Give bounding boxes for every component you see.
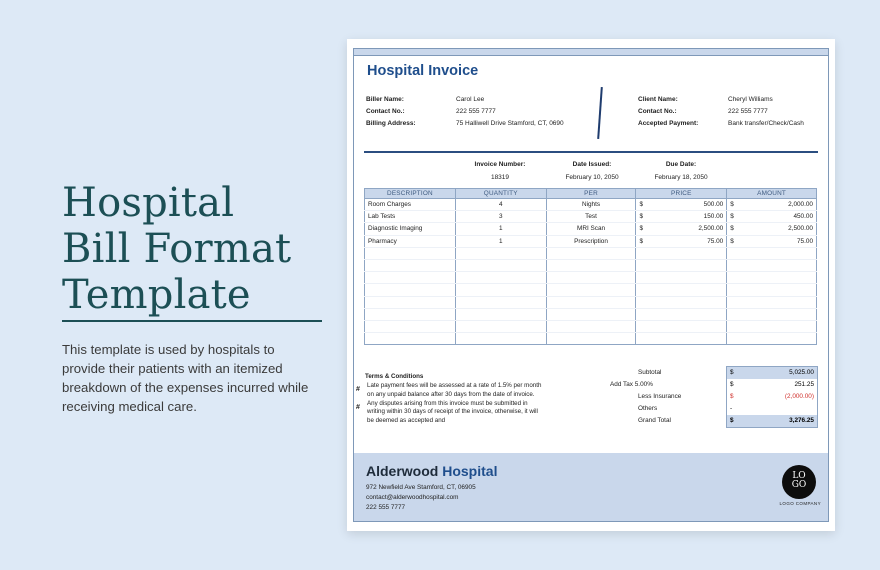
item-description: Room Charges <box>365 199 456 211</box>
hash-icon: # <box>356 403 360 411</box>
promo-description: This template is used by hospitals to provide their patients with an itemized breakdown of the expenses incurred while receiving medical care. <box>62 342 309 414</box>
empty-row <box>365 320 817 332</box>
item-amount <box>727 235 817 247</box>
item-per: Test <box>546 211 636 223</box>
currency-symbol: $ <box>730 201 734 209</box>
term-1-text: Late payment fees will be assessed at a rate of 1.5% per month on any unpaid balance after 30 days from the date of invoice. <box>367 382 542 398</box>
tax-value: 251.25 <box>794 381 814 388</box>
hash-icon: # <box>356 386 360 393</box>
biller-name-label: Biller Name: <box>366 95 404 103</box>
item-quantity: 1 <box>455 235 546 247</box>
item-description: Lab Tests <box>365 211 456 223</box>
summary-labels-col-2 <box>638 391 681 427</box>
top-band <box>354 49 828 56</box>
promo-title <box>62 180 322 322</box>
item-quantity: 3 <box>455 211 546 223</box>
subtotal-row <box>727 367 817 379</box>
table-row <box>365 211 817 223</box>
hospital-name-part-1: Alderwood <box>366 463 439 479</box>
item-price <box>636 223 727 235</box>
biller-contact: 222 555 7777 <box>456 107 496 115</box>
summary-labels-col <box>638 367 661 379</box>
insurance-value: (2,000.00) <box>784 393 814 400</box>
invoice-number: 18319 <box>490 174 510 181</box>
item-amount <box>727 223 817 235</box>
hospital-name <box>366 463 497 479</box>
invoice-title: Hospital Invoice <box>367 63 479 79</box>
col-per: PER <box>546 189 636 199</box>
currency-symbol: $ <box>639 225 643 233</box>
item-quantity: 1 <box>455 223 546 235</box>
currency-symbol: $ <box>730 213 734 221</box>
item-per: Prescription <box>546 235 636 247</box>
amount-value: 450.00 <box>793 213 813 221</box>
grand-total-label: Grand Total <box>638 417 671 424</box>
subtotal-label: Subtotal <box>638 369 662 376</box>
price-value: 500.00 <box>703 201 724 209</box>
item-price <box>636 235 727 247</box>
hospital-phone: 222 555 7777 <box>366 504 406 511</box>
table-row <box>365 235 817 247</box>
item-per: MRI Scan <box>546 223 636 235</box>
accepted-payment-label: Accepted Payment: <box>638 119 699 127</box>
item-amount <box>727 211 817 223</box>
hospital-contact <box>366 483 476 513</box>
biller-name: Carol Lee <box>456 95 485 103</box>
item-description: Pharmacy <box>365 235 456 247</box>
currency-symbol: $ <box>730 381 734 388</box>
empty-row <box>365 308 817 320</box>
price-value: 2,500.00 <box>698 225 724 233</box>
others-value: - <box>730 405 733 412</box>
item-price <box>636 211 727 223</box>
insurance-row <box>727 391 817 403</box>
grand-total-value: 3,276.25 <box>789 417 814 424</box>
date-issued-block <box>552 161 632 183</box>
client-info <box>638 93 804 129</box>
tax-row <box>727 379 817 391</box>
others-label: Others <box>638 405 658 412</box>
item-price <box>636 199 727 211</box>
empty-row <box>365 296 817 308</box>
col-price: PRICE <box>636 189 727 199</box>
currency-symbol: $ <box>730 237 734 245</box>
amount-value: 2,500.00 <box>788 225 813 233</box>
hospital-address: 972 Newfield Ave Stamford, CT, 06905 <box>366 484 476 491</box>
grand-total-row <box>727 415 817 427</box>
logo-line-2: GO <box>791 480 807 490</box>
invoice-footer <box>354 453 828 521</box>
items-header-row <box>365 189 817 199</box>
price-value: 75.00 <box>707 237 724 245</box>
billing-address: 75 Halliwell Drive Stamford, CT, 0690 <box>456 119 564 127</box>
item-description: Diagnostic Imaging <box>365 223 456 235</box>
summary-box <box>726 366 818 428</box>
client-contact-label: Contact No.: <box>638 107 677 115</box>
term-2-text: Any disputes arising from this invoice must be submitted in writing within 30 days of receipt of the invoice, otherwise, it will be deemed as accepted and <box>367 399 538 425</box>
date-issued: February 10, 2050 <box>565 174 619 181</box>
col-description: DESCRIPTION <box>365 189 456 199</box>
currency-symbol: $ <box>730 225 734 233</box>
currency-symbol: $ <box>730 369 734 376</box>
col-amount: AMOUNT <box>727 189 817 199</box>
item-amount <box>727 199 817 211</box>
promo-panel <box>62 180 322 416</box>
invoice-number-label: Invoice Number: <box>474 161 526 168</box>
amount-value: 75.00 <box>797 237 813 245</box>
empty-row <box>365 272 817 284</box>
biller-contact-label: Contact No.: <box>366 107 405 115</box>
price-value: 150.00 <box>703 213 724 221</box>
table-row <box>365 223 817 235</box>
invoice-sheet <box>347 39 835 531</box>
item-quantity: 4 <box>455 199 546 211</box>
empty-row <box>365 333 817 345</box>
logo-line-1: LO <box>792 471 806 481</box>
promo-title-line-3: Template <box>62 272 322 322</box>
currency-symbol: $ <box>639 201 643 209</box>
currency-symbol: $ <box>639 237 643 245</box>
col-quantity: QUANTITY <box>455 189 546 199</box>
empty-row <box>365 247 817 259</box>
hospital-email: contact@alderwoodhospital.com <box>366 494 459 501</box>
client-name-label: Client Name: <box>638 95 678 103</box>
client-contact: 222 555 7777 <box>728 107 768 115</box>
promo-title-line-2: Bill Format <box>62 226 292 272</box>
item-per: Nights <box>546 199 636 211</box>
header-divider <box>364 151 818 153</box>
invoice-number-block <box>460 161 540 183</box>
tax-label-col <box>610 379 653 391</box>
currency-symbol: $ <box>730 417 734 424</box>
client-name: Cheryl Williams <box>728 95 773 103</box>
amount-value: 2,000.00 <box>788 201 813 209</box>
table-row <box>365 199 817 211</box>
billing-address-label: Billing Address: <box>366 119 416 127</box>
subtotal-value: 5,025.00 <box>789 369 814 376</box>
invoice-frame <box>353 48 829 522</box>
date-issued-label: Date Issued: <box>572 161 612 168</box>
empty-row <box>365 284 817 296</box>
others-row <box>727 403 817 415</box>
accepted-payment: Bank transfer/Check/Cash <box>728 119 804 127</box>
currency-symbol: $ <box>730 393 734 400</box>
promo-title-line-1: Hospital <box>62 180 235 226</box>
due-date-label: Due Date: <box>665 161 697 168</box>
term-2 <box>356 399 545 426</box>
due-date: February 18, 2050 <box>654 174 708 181</box>
divider-slash <box>597 87 603 139</box>
empty-row <box>365 259 817 271</box>
logo-icon <box>782 465 816 499</box>
hospital-name-part-2: Hospital <box>442 463 498 479</box>
term-1 <box>356 382 545 400</box>
terms-section <box>356 373 545 426</box>
currency-symbol: $ <box>639 213 643 221</box>
biller-info <box>366 93 564 129</box>
due-date-block <box>641 161 721 183</box>
insurance-label: Less Insurance <box>638 393 682 400</box>
items-table <box>364 188 817 345</box>
terms-title: Terms & Conditions <box>365 373 424 380</box>
tax-label: Add Tax 5.00% <box>610 381 653 388</box>
logo-caption: LOGO COMPANY <box>779 501 821 506</box>
